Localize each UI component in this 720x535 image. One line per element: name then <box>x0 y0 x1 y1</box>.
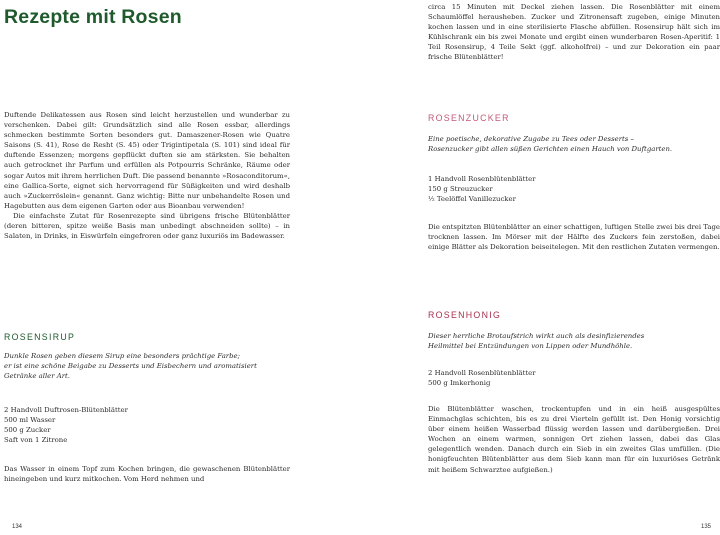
rosenhonig-method <box>428 404 720 475</box>
intro-paragraph: Die einfachste Zutat für Rosenrezepte sind übrigens frische Blütenblätter (deren bitteren, spitze weiße Basis man unbedingt abschneiden sollte) – in Salaten, in Drinks, in Eiswürfeln eingefroren oder ganz luxuriös im Badewasser. <box>4 211 290 241</box>
page-number: 135 <box>701 524 712 530</box>
intro-paragraph: Duftende Delikatessen aus Rosen sind leicht herzustellen und wunderbar zu verschenken. Dabei gilt: Grundsätzlich sind alle Rosen essbar, allerdings schmecken bestimmte Sorten besonders gut. Damaszener-Rosen wie Quatre Saisons (S. 41), Rose de Resht (S. 45) oder Trigintipetala (S. 101) sind ideal für duftende Essenzen; morgens gepflückt duften sie am stärksten. Sie behalten auch getrocknet ihr Parfum und erfüllen als Potpourris Schränke, Räume oder sogar Autos mit ihrem herrlichen Duft. Die passend benannte »Rosaconditorum«, eine Gallica-Sorte, eignet sich hervorragend für Süßigkeiten und wird deshalb auch »Zuckerröslein« genannt. Ganz wichtig: Bitte nur unbehandelte Rosen und Hagebutten aus dem eigenen Garten oder aus Bioanbau verwenden! <box>4 111 290 210</box>
page-number: 134 <box>12 524 23 530</box>
rosenhonig-heading: ROSENHONIG <box>428 310 502 320</box>
intro-text <box>4 110 290 241</box>
continuation-paragraph: circa 15 Minuten mit Deckel ziehen lassen. Die Rosenblätter mit einem Schaumlöffel herausheben. Zucker und Zitronensaft zugeben, einige Minuten kochen lassen und in eine sterilisierte Flasche abfüllen. Rosensirup hält sich im Kühlschrank ein bis zwei Monate und ergibt einen wunderbaren Rosen-Aperitif: 1 Teil Rosensirup, 4 Teile Sekt (ggf. alkoholfrei) – und zur Dekoration ein paar frische Blütenblätter! <box>428 3 720 62</box>
rosenzucker-method <box>428 222 720 252</box>
intro-line: Rosenzucker gibt allen süßen Gerichten einen Hauch von Duftgarten. <box>428 145 673 154</box>
intro-line: Dieser herrliche Brotaufstrich wirkt auch als desinfizierendes <box>428 332 645 340</box>
rosensirup-ingredients <box>4 405 290 445</box>
intro-line: Heilmittel bei Entzündungen von Lippen oder Mundhöhle. <box>428 342 633 351</box>
right-page <box>360 0 720 535</box>
intro-line: Eine poetische, dekorative Zugabe zu Tees oder Desserts – <box>428 135 634 143</box>
intro-line: Getränke aller Art. <box>4 372 70 381</box>
method-paragraph: Die Blütenblätter waschen, trockentupfen und in ein heiß ausgespültes Einmachglas schichten, bis es zu drei Vierteln gefüllt ist. Den Honig vorsichtig über einem heißen Wasserbad flüssig werden lassen und darübergießen. Drei Wochen an einem warmen, sonnigen Ort ziehen lassen, dabei das Glas gelegentlich wenden. Danach durch ein Sieb in ein zweites Glas umfüllen. (Die honigfeuchten Blütenblätter aus dem Sieb kann man für ein luxuriöses Getränk mit heißem Schwarztee aufgießen.) <box>428 405 720 474</box>
rosensirup-intro <box>4 351 290 381</box>
rosenhonig-ingredients <box>428 368 720 388</box>
method-paragraph: Das Wasser in einem Topf zum Kochen bringen, die gewaschenen Blütenblätter hineingeben und kurz mitkochen. Vom Herd nehmen und <box>4 465 290 484</box>
ingredient: 500 g Imkerhonig <box>428 379 491 388</box>
intro-line: er ist eine schöne Beigabe zu Desserts und Eisbechern und aromatisiert <box>4 362 257 371</box>
ingredient: Saft von 1 Zitrone <box>4 436 68 445</box>
ingredient: 500 ml Wasser <box>4 416 56 425</box>
ingredient: 2 Handvoll Rosenblütenblätter <box>428 369 536 377</box>
rosenhonig-intro <box>428 331 720 351</box>
method-paragraph: Die entspitzten Blütenblätter an einer schattigen, luftigen Stelle zwei bis drei Tage trocknen lassen. Im Mörser mit der Hälfte des Zuckers fein zerstoßen, dabei einige Blätter als Dekoration beiseitelegen. Mit den restlichen Zutaten vermengen. <box>428 223 720 252</box>
ingredient: ½ Teelöffel Vanillezucker <box>428 195 516 204</box>
ingredient: 500 g Zucker <box>4 426 51 435</box>
rosenzucker-ingredients <box>428 174 720 204</box>
intro-line: Dunkle Rosen geben diesem Sirup eine besonders prächtige Farbe; <box>4 352 240 360</box>
rosenzucker-intro <box>428 134 720 154</box>
rosenzucker-heading: ROSENZUCKER <box>428 113 510 123</box>
rosensirup-continuation <box>428 2 720 63</box>
rosensirup-heading: ROSENSIRUP <box>4 332 76 342</box>
ingredient: 2 Handvoll Duftrosen-Blütenblätter <box>4 406 128 414</box>
ingredient: 1 Handvoll Rosenblütenblätter <box>428 175 536 183</box>
rosensirup-method <box>4 464 290 484</box>
ingredient: 150 g Streuzucker <box>428 185 493 194</box>
page-title: Rezepte mit Rosen <box>4 6 182 28</box>
